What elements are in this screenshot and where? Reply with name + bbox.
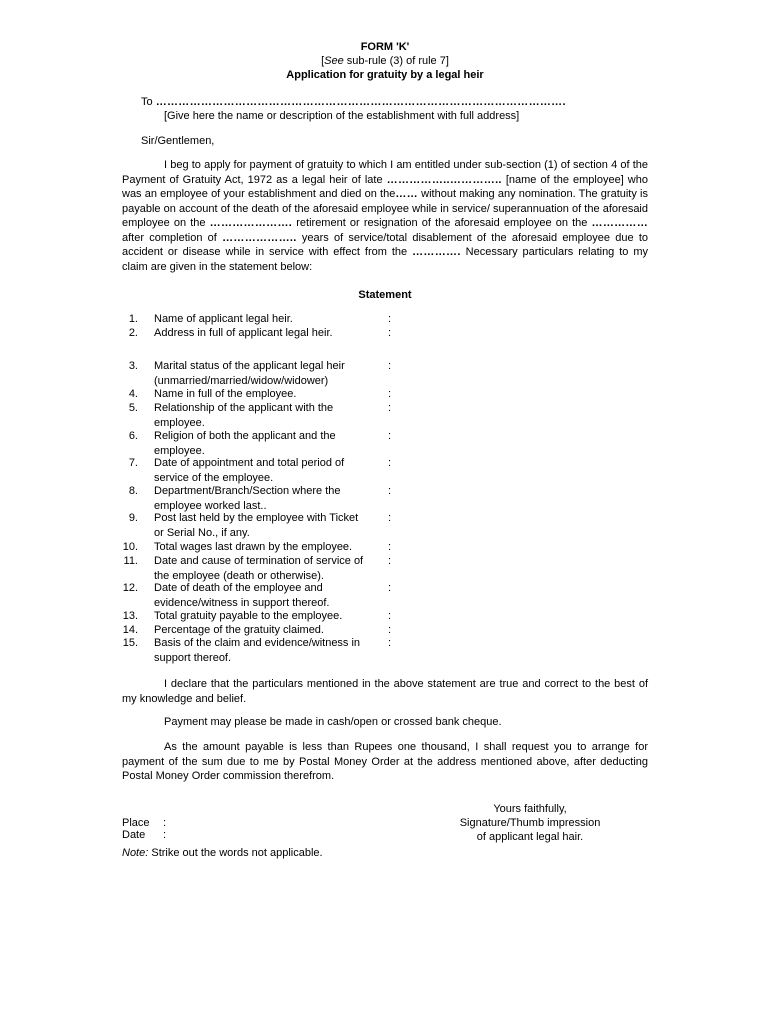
statement-item-colon: : [388,512,392,524]
statement-item-line-2: employee. [154,444,205,457]
statement-item-line-1: Date of death of the employee and [154,582,323,594]
statement-item-number: 7. [128,457,138,469]
body-part-c: without making any nomination. The gratuity is payable on account of the death of the aforesaid employee while in service/ superannuation of the aforesaid employee on the [122,188,648,229]
form-heading: Application for gratuity by a legal heir [286,69,484,81]
statement-item-number: 15. [122,637,138,649]
statement-item-colon: : [388,541,392,553]
statement-item-line-1: Post last held by the employee with Ticket [154,512,359,524]
statement-item-number: 11. [123,555,138,567]
statement-item-colon: : [388,582,392,594]
note [122,846,323,861]
statement-item-number: 13. [122,610,138,622]
statement-item-label [154,484,379,513]
statement-item-label [154,581,379,610]
statement-item-line-2: employee. [154,416,205,429]
form-subtitle [122,54,648,69]
statement-item-line-2: service of the employee. [154,471,274,484]
statement-item-number: 10. [122,541,138,553]
statement-item-line-1: Total gratuity payable to the employee. [154,610,343,622]
form-title: FORM 'K' [360,41,410,53]
signature-line-2: Signature/Thumb impression [459,817,601,829]
statement-item-line-1: Date and cause of termination of service of [154,555,364,567]
payment-paragraph: Payment may please be made in cash/open or crossed bank cheque. [164,716,502,728]
statement-item-colon: : [388,430,392,442]
signature-line-1: Yours faithfully, [493,803,567,815]
statement-item-colon: : [388,313,392,325]
place-colon: : [163,817,167,829]
statement-item-colon: : [388,555,392,567]
statement-item-number: 8. [128,485,138,497]
statement-item-line-2: support thereof. [154,651,232,664]
statement-item-line-1: Religion of both the applicant and the [154,430,336,442]
note-text: Strike out the words not applicable. [148,847,323,859]
blank-employee-name: ……………..………….. [386,173,502,186]
date-label: Date [122,829,146,841]
statement-item-number: 6. [128,430,138,442]
statement-item-line-1: Basis of the claim and evidence/witness in [154,637,361,649]
statement-item-colon: : [388,457,392,469]
statement-item-line-2: (unmarried/married/widow/widower) [154,374,329,387]
body-part-d: retirement or resignation of the aforesaid employee on the [296,217,588,229]
statement-item-colon: : [388,360,392,372]
statement-item-number: 1. [128,313,138,325]
note-label: Note: [122,847,149,859]
blank-death-date: …… [395,188,418,200]
application-paragraph [122,158,648,274]
body-part-b: [name of the employee] who was an employee of your establishment and died on the [122,173,648,200]
statement-item-label [154,401,379,430]
statement-item-colon: : [388,610,392,622]
statement-item-line-2: employee worked last.. [154,499,267,512]
statement-item-number: 12. [122,582,138,594]
place-label: Place [122,817,150,829]
statement-item-label [154,326,379,341]
statement-item-label [154,636,379,665]
statement-item-line-1: Relationship of the applicant with the [154,402,334,414]
statement-item-label [154,429,379,458]
statement-item-label [154,312,379,327]
statement-item-line-1: Address in full of applicant legal heir. [154,327,333,339]
statement-item-label [154,540,379,555]
body-part-f: years of service/total disablement of the aforesaid employee due to accident or disease while in service with effect from the [122,231,649,258]
statement-item-line-2: evidence/witness in support thereof. [154,596,330,609]
statement-item-label [154,387,379,402]
signature-line-3: of applicant legal hair. [476,831,584,843]
to-dots: ………………………………………………………………………………………………. [155,96,566,108]
address-instruction: [Give here the name or description of the establishment with full address] [164,110,520,122]
statement-item-line-1: Percentage of the gratuity claimed. [154,624,324,636]
salutation: Sir/Gentlemen, [141,135,215,147]
date-colon: : [163,829,167,841]
blank-superannuation-date: …………………. [209,217,293,229]
statement-item-line-1: Name in full of the employee. [154,388,297,400]
statement-item-number: 9. [128,512,138,524]
to-label: To [141,96,153,108]
postal-paragraph: As the amount payable is less than Rupees one thousand, I shall request you to arrange for payment of the sum due to me by Postal Money Order at the address mentioned above, after deducting Postal Money Order commission therefrom. [122,741,648,782]
statement-item-number: 2. [128,327,138,339]
statement-item-line-1: Name of applicant legal heir. [154,313,293,325]
statement-item-colon: : [388,624,392,636]
statement-item-number: 4. [128,388,138,400]
statement-item-label [154,609,379,624]
statement-item-line-2: or Serial No., if any. [154,526,250,539]
statement-item-line-1: Date of appointment and total period of [154,457,345,469]
statement-item-line-1: Total wages last drawn by the employee. [154,541,353,553]
statement-item-label [154,359,379,388]
statement-item-label [154,511,379,540]
statement-item-number: 14. [122,624,138,636]
blank-disablement-date: …………. [412,246,461,258]
statement-item-number: 3. [128,360,138,372]
statement-item-colon: : [388,327,392,339]
statement-item-line-1: Marital status of the applicant legal heir [154,360,345,372]
subtitle-bracket: [ [321,55,325,67]
subtitle-see: See [324,55,344,67]
blank-retirement-date: …………… [591,217,649,229]
statement-item-colon: : [388,402,392,414]
statement-item-colon: : [388,637,392,649]
subtitle-rule: sub-rule (3) of rule 7] [343,55,449,67]
statement-item-label [154,554,379,583]
statement-item-label [154,456,379,485]
body-part-a: I beg to apply for payment of gratuity to which I am entitled under sub-section (1) of section 4 of the Payment of Gratuity Act, 1972 as a legal heir of late [122,159,648,186]
declaration-paragraph: I declare that the particulars mentioned in the above statement are true and correct to the best of my knowledge and belief. [122,678,648,705]
statement-item-line-1: Department/Branch/Section where the [154,485,341,497]
statement-heading: Statement [358,289,412,301]
blank-years-service: ……………….. [222,231,297,244]
statement-item-colon: : [388,388,392,400]
body-part-e: after completion of [122,231,217,244]
body-part-g: Necessary particulars relating to my claim are given in the statement below: [122,246,649,273]
statement-item-number: 5. [128,402,138,414]
statement-item-line-2: the employee (death or otherwise). [154,569,324,582]
to-line [141,95,566,110]
statement-item-colon: : [388,485,392,497]
